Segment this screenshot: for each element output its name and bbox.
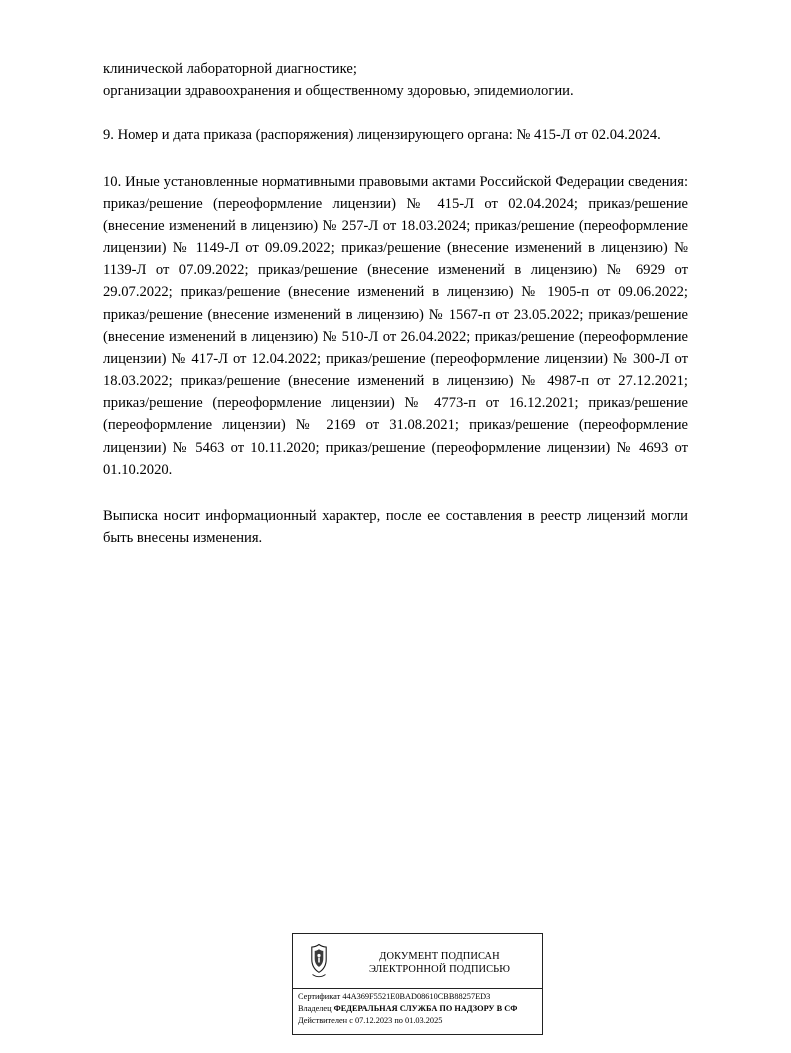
intro-line-2: организации здравоохранения и общественному здоровью, эпидемиологии. <box>103 83 574 100</box>
stamp-certificate-row <box>298 991 538 1003</box>
stamp-header <box>293 934 542 988</box>
paragraph-item-10: 10. Иные установленные нормативными правовыми актами Российской Федерации сведения: приказ/решение (переоформление лицензии) № 415-Л от 02.04.2024; приказ/решение (внесение изменений в лицензию) № 257-Л от 18.03.2024; приказ/решение (переоформление лицензии) № 1149-Л от 09.09.2022; приказ/решение (внесение изменений в лицензию) № 1139-Л от 07.09.2022; приказ/решение (внесение изменений в лицензию) № 6929 от 29.07.2022; приказ/решение (внесение изменений в лицензию) № 1905-п от 09.06.2022; приказ/решение (внесение изменений в лицензию) № 1567-п от 23.05.2022; приказ/решение (внесение изменений в лицензию) № 510-Л от 26.04.2022; приказ/решение (переоформление лицензии) № 417-Л от 12.04.2022; приказ/решение (переоформление лицензии) № 300-Л от 18.03.2022; приказ/решение (внесение изменений в лицензию) № 4987-п от 27.12.2021; приказ/решение (переоформление лицензии) № 4773-п от 16.12.2021; приказ/решение (переоформление лицензии) № 2169 от 31.08.2021; приказ/решение (переоформление лицензии) № 5463 от 10.11.2020; приказ/решение (переоформление лицензии) № 4693 от 01.10.2020. <box>103 173 688 478</box>
intro-line-1: клинической лабораторной диагностике; <box>103 61 357 77</box>
stamp-certificate-label: Сертификат <box>298 992 341 1001</box>
document-body <box>103 58 688 549</box>
paragraph-note: Выписка носит информационный характер, после ее составления в реестр лицензий могли быть внесены изменения. <box>103 507 688 547</box>
electronic-signature-stamp <box>292 933 543 1035</box>
stamp-owner-value: ФЕДЕРАЛЬНАЯ СЛУЖБА ПО НАДЗОРУ В СФ <box>333 1003 518 1013</box>
stamp-title <box>343 950 536 976</box>
stamp-title-line-2: ЭЛЕКТРОННОЙ ПОДПИСЬЮ <box>368 963 511 975</box>
stamp-owner-label: Владелец <box>298 1003 332 1013</box>
spacer-1 <box>103 102 688 124</box>
stamp-certificate-value: 44A369F5521E0BAD08610CBB88257ED3 <box>342 992 491 1001</box>
paragraph-item-9: 9. Номер и дата приказа (распоряжения) лицензирующего органа: № 415-Л от 02.04.2024. <box>103 127 661 144</box>
russian-coat-of-arms-icon <box>301 942 337 984</box>
spacer-3 <box>103 481 688 505</box>
spacer-2 <box>103 147 688 171</box>
stamp-owner-row <box>298 1003 538 1015</box>
intro-lines <box>103 58 688 102</box>
stamp-details <box>293 989 542 1026</box>
stamp-validity-row: Действителен с 07.12.2023 по 01.03.2025 <box>298 1015 443 1025</box>
stamp-title-line-1: ДОКУМЕНТ ПОДПИСАН <box>379 950 500 962</box>
